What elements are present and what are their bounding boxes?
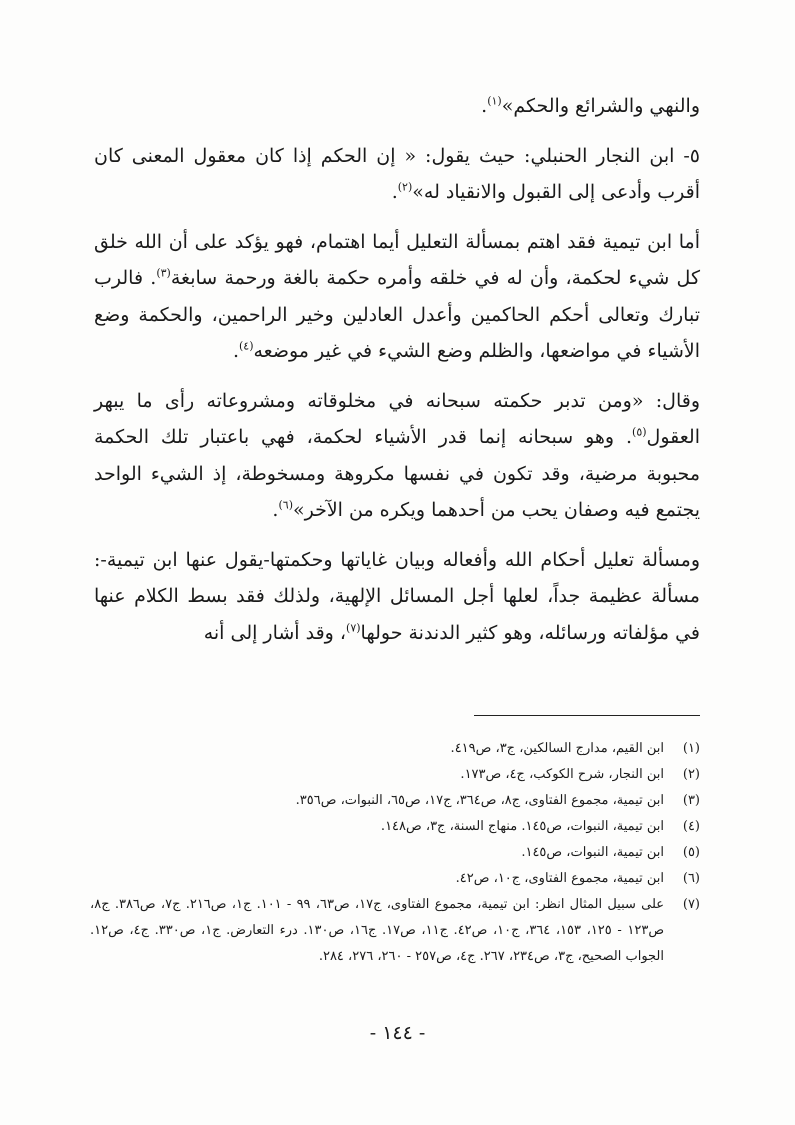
footnote-item	[90, 788, 700, 814]
paragraph-1-text: والنهي والشرائع والحكم»	[501, 95, 700, 117]
paragraph-2	[94, 138, 700, 211]
footnote-text: ابن تيمية، النبوات، ص١٤٥. منهاج السنة، ج٣، ص١٤٨.	[380, 819, 664, 834]
footnote-divider	[474, 715, 700, 716]
paragraph-3-text: أما ابن تيمية فقد اهتم بمسألة التعليل أيما اهتمام، فهو يؤكد على أن الله خلق كل شيء لحكمة، وأن له في خلقه وأمره حكمة بالغة ورحمة سابغة	[94, 230, 700, 289]
footnote-ref: (٣)	[156, 266, 171, 280]
footnotes	[90, 736, 700, 970]
paragraph-3-tail: . فالرب تبارك وتعالى أحكم الحاكمين وأعدل العادلين وخير الراحمين، والحكمة وضع الأشياء في مواضعها، والظلم وضع الشيء في غير موضعه	[94, 267, 700, 362]
paragraph-1	[94, 88, 700, 125]
footnote-item	[90, 814, 700, 840]
footnote-item	[90, 762, 700, 788]
footnote-item	[90, 840, 700, 866]
paragraph-1-tail: .	[481, 95, 488, 117]
footnote-ref: (٦)	[278, 498, 293, 512]
footnote-number: (١)	[682, 741, 700, 756]
footnote-ref: (٧)	[346, 621, 361, 635]
footnote-ref: (٥)	[632, 425, 647, 439]
paragraph-4-text: وقال: «ومن تدبر حكمته سبحانه في مخلوقاته ومشروعاته رأى ما يبهر العقول	[94, 389, 700, 448]
footnote-ref: (٢)	[397, 180, 413, 194]
paragraph-5	[94, 542, 700, 652]
paragraph-3	[94, 224, 700, 370]
paragraph-2-text: ٥- ابن النجار الحنبلي: حيث يقول: « إن الحكم إذا كان معقول المعنى كان أقرب وأدعى إلى القبول والانقياد له»	[94, 144, 700, 203]
paragraph-4-tail-2: .	[272, 499, 279, 521]
footnote-text: ابن القيم، مدارج السالكين، ج٣، ص٤١٩.	[450, 741, 664, 756]
footnote-ref: (١)	[487, 94, 502, 108]
footnote-number: (٥)	[682, 845, 700, 860]
footnote-text: ابن تيمية، مجموع الفتاوى، ج٨، ص٣٦٤، ج١٧، ص٦٥، النبوات، ص٣٥٦.	[295, 793, 664, 808]
footnote-ref: (٤)	[238, 339, 254, 353]
footnote-item	[90, 866, 700, 892]
footnote-text: ابن النجار، شرح الكوكب، ج٤، ص١٧٣.	[460, 767, 664, 782]
footnote-text: ابن تيمية، مجموع الفتاوى، ج١٠، ص٤٢.	[455, 871, 664, 886]
footnote-number: (٤)	[682, 819, 700, 834]
page-number: - ١٤٤ -	[369, 1022, 426, 1044]
footnote-item	[90, 736, 700, 762]
footnote-number: (٧)	[682, 897, 700, 912]
footnote-item	[90, 892, 700, 970]
paragraph-2-tail: .	[391, 181, 398, 203]
paragraph-5-text: ومسألة تعليل أحكام الله وأفعاله وبيان غاياتها وحكمتها-يقول عنها ابن تيمية-: مسألة عظيمة جداً، لعلها أجل المسائل الإلهية، ولذلك فقد بسط الكلام عنها في مؤلفاته ورسائله، وهو كثير الدندنة حولها	[94, 548, 700, 644]
footnote-text: ابن تيمية، النبوات، ص١٤٥.	[521, 845, 664, 860]
paragraph-5-tail: ، وقد أشار إلى أنه	[203, 621, 347, 644]
paragraph-3-tail-2: .	[232, 340, 239, 362]
main-text	[94, 88, 700, 664]
paragraph-4-tail: . وهو سبحانه إنما قدر الأشياء لحكمة، فهي باعتبار تلك الحكمة محبوبة مرضية، وقد تكون في نفسها مكروهة ومسخوطة، إذ الشيء الواحد يجتمع فيه وصفان يحب من أحدهما ويكره من الآخر»	[94, 426, 700, 521]
footnote-number: (٦)	[682, 871, 700, 886]
footnote-text: على سبيل المثال انظر: ابن تيمية، مجموع الفتاوى، ج١٧، ص٦٣، ٩٩ - ١٠١. ج١، ص٢١٦. ج٧، ص٣٨٦. ج٨، ص١٢٣ - ١٢٥، ١٥٣، ٣٦٤، ج١٠، ص٤٢. ج١١، ص١٧. ج١٦، ص١٣٠. درء التعارض. ج١، ص٣٣٠. ج٤، ص١٢. الجواب الصحيح، ج٣، ص٢٣٤، ٢٦٧. ج٤، ص٢٥٧ - ٢٦٠، ٢٧٦، ٢٨٤.	[90, 897, 665, 964]
footnote-number: (٢)	[682, 767, 700, 782]
footnote-number: (٣)	[682, 793, 700, 808]
paragraph-4	[94, 383, 700, 529]
